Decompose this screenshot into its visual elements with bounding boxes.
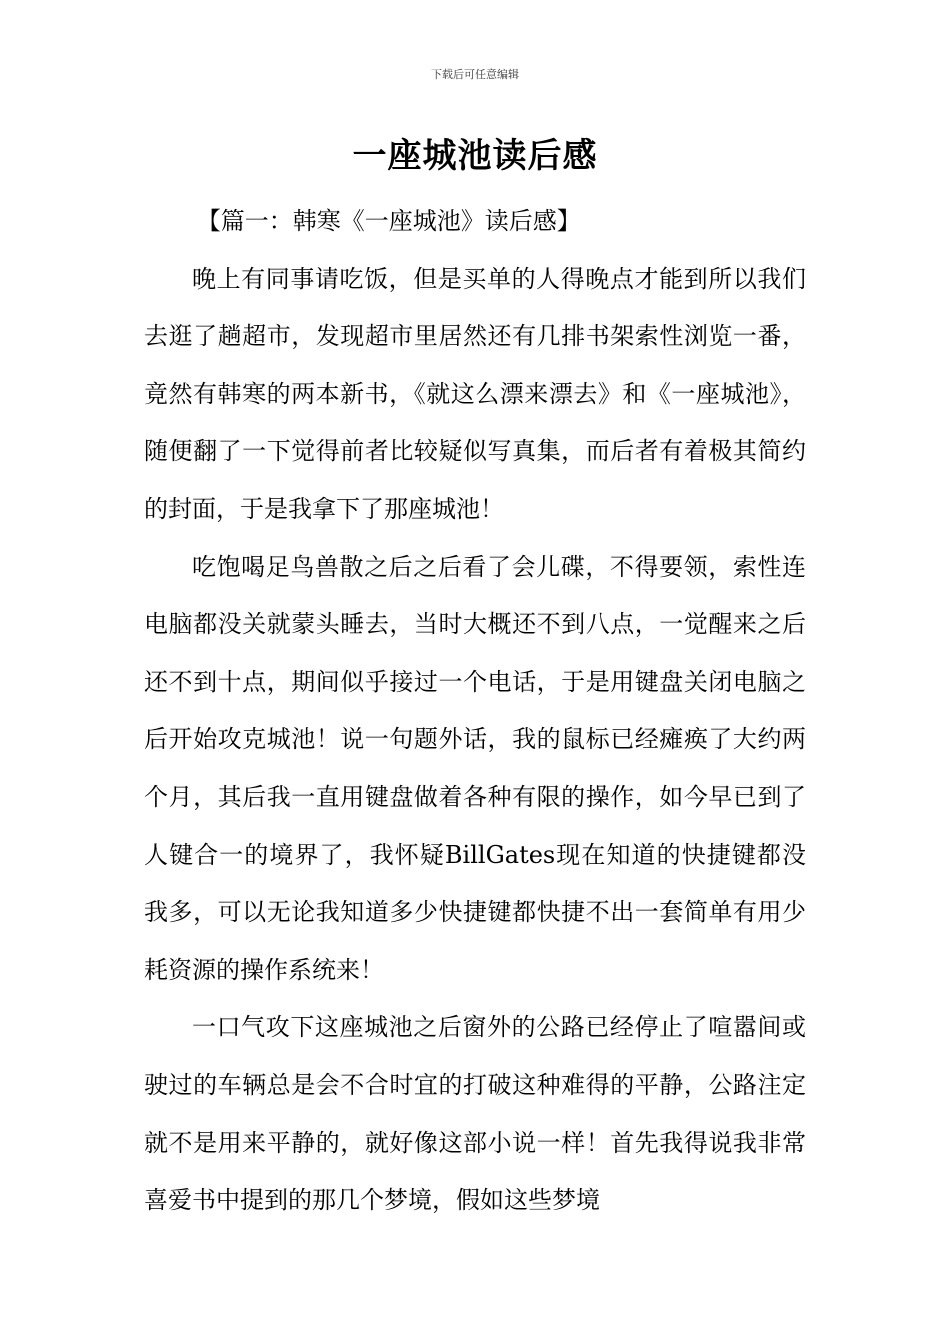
section-heading: 【篇一：韩寒《一座城池》读后感】 [196, 207, 581, 235]
paragraph-1: 晚上有同事请吃饭，但是买单的人得晚点才能到所以我们去逛了趟超市，发现超市里居然还有几排书架索性浏览一番，竟然有韩寒的两本新书，《就这么漂来漂去》和《一座城池》，随便翻了一下觉得前者比较疑似写真集，而后者有着极其简约的封面，于是我拿下了那座城池！ [144, 264, 806, 523]
paragraph-2: 吃饱喝足鸟兽散之后之后看了会儿碟，不得要领，索性连电脑都没关就蒙头睡去，当时大概还不到八点，一觉醒来之后还不到十点，期间似乎接过一个电话，于是用键盘关闭电脑之后开始攻克城池！说一句题外话，我的鼠标已经瘫痪了大约两个月，其后我一直用键盘做着各种有限的操作，如今早已到了人键合一的境界了，我怀疑BillGates现在知道的快捷键都没我多，可以无论我知道多少快捷键都快捷不出一套简单有用少耗资源的操作系统来！ [144, 552, 806, 984]
paragraph-3: 一口气攻下这座城池之后窗外的公路已经停止了喧嚣间或驶过的车辆总是会不合时宜的打破这种难得的平静，公路注定就不是用来平静的，就好像这部小说一样！首先我得说我非常喜爱书中提到的那几个梦境，假如这些梦境 [144, 1013, 806, 1215]
header-note: 下载后可任意编辑 [431, 68, 519, 81]
document-body [144, 193, 806, 1230]
document-title: 一座城池读后感 [352, 136, 598, 176]
